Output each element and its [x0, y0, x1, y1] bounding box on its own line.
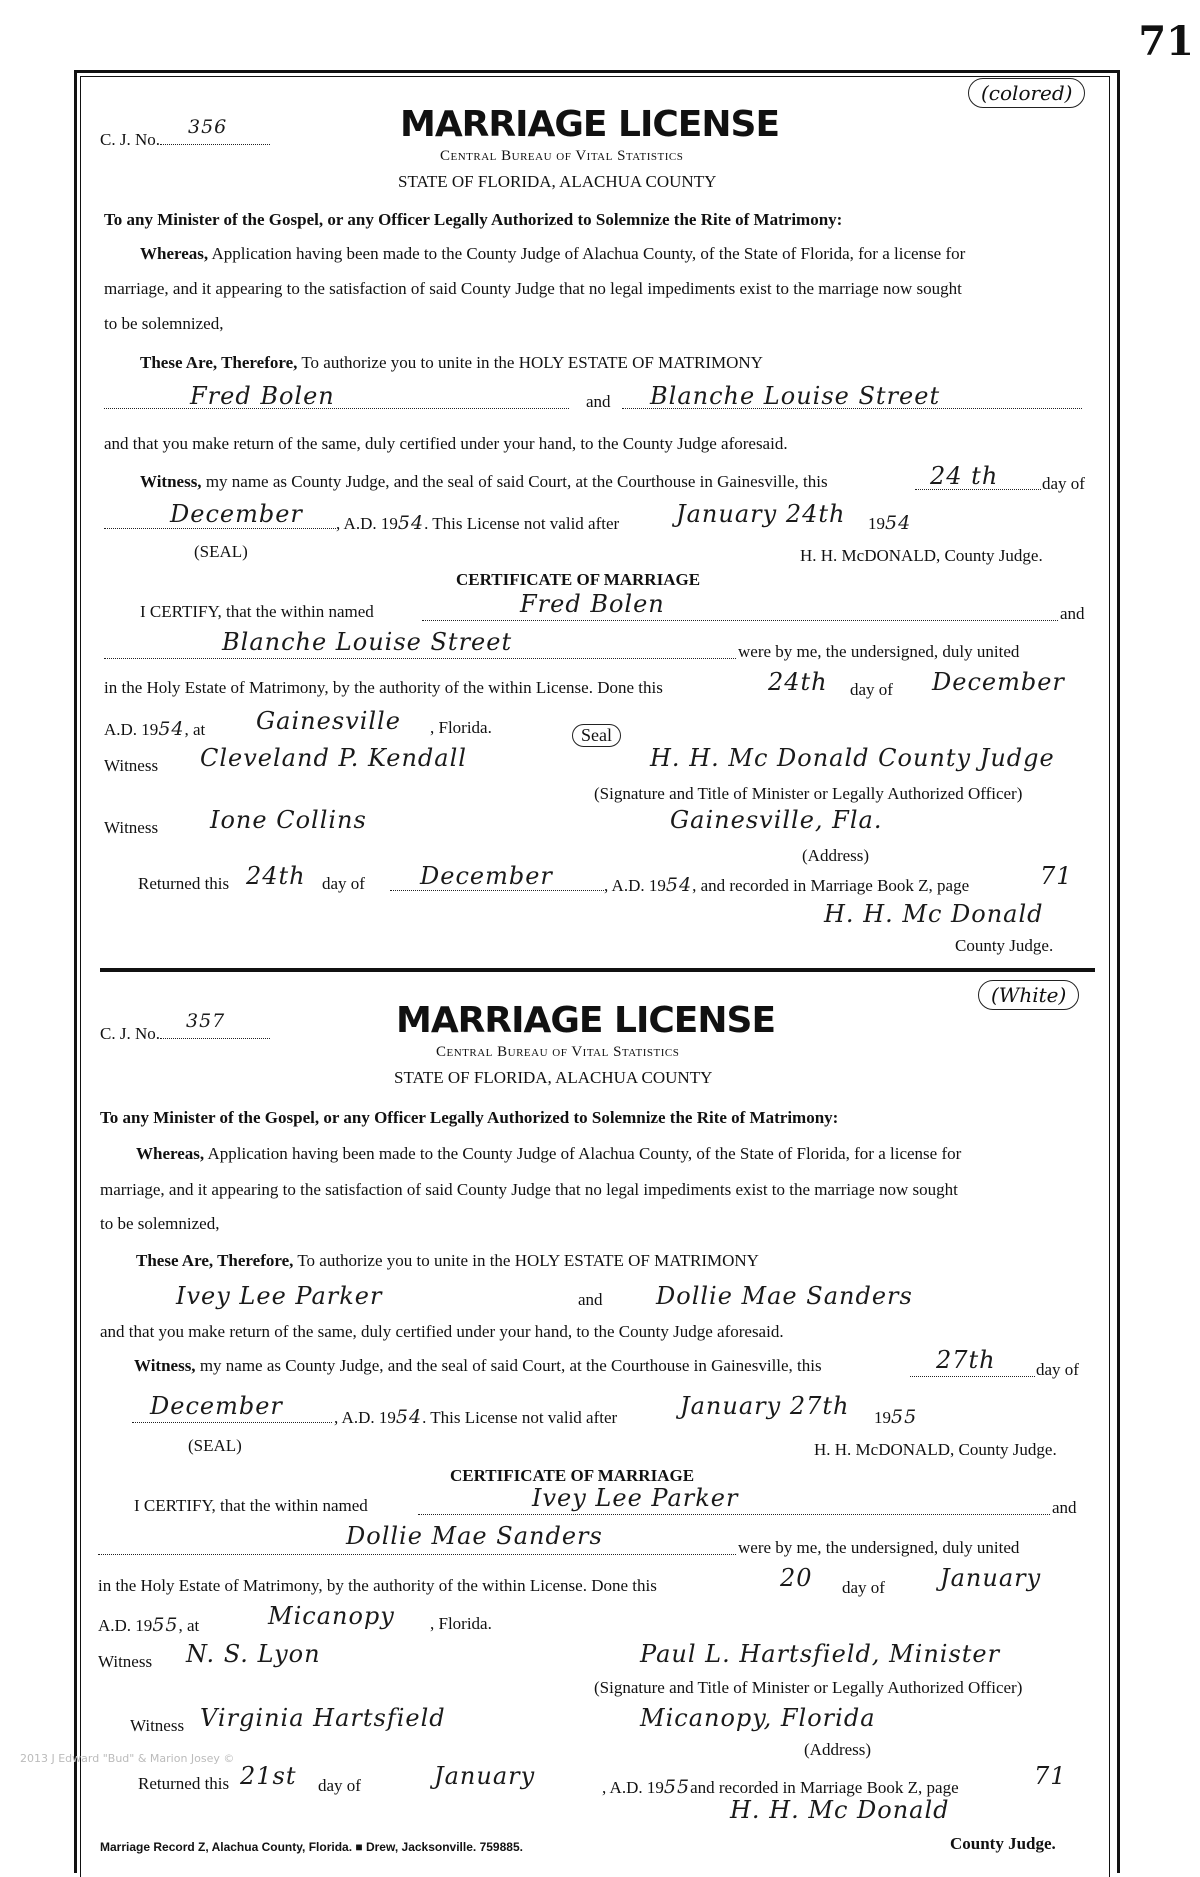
- expiry-date: January 27th: [680, 1392, 850, 1420]
- cert-title: CERTIFICATE OF MARRIAGE: [456, 570, 701, 589]
- state-line: STATE OF FLORIDA, ALACHUA COUNTY: [394, 1068, 713, 1087]
- witness-lead: Witness,: [134, 1356, 196, 1375]
- cj-number-line: [100, 116, 270, 150]
- race-note: (White): [978, 980, 1079, 1010]
- issue-month: December: [150, 1392, 283, 1420]
- united-label: were by me, the undersigned, duly united: [738, 642, 1020, 661]
- expiry-date: January 24th: [676, 500, 846, 528]
- returned-year: 55: [663, 1776, 691, 1798]
- cj-label: C. J. No.: [100, 1024, 160, 1043]
- done-month: December: [932, 668, 1065, 696]
- return-line: and that you make return of the same, duly certified under your hand, to the County Judge aforesaid.: [100, 1322, 784, 1341]
- officiant-signature: Paul L. Hartsfield, Minister: [640, 1640, 1001, 1668]
- witness-1-label: Witness: [98, 1652, 153, 1671]
- bureau-line: Central Bureau of Vital Statistics: [436, 1044, 680, 1060]
- certify-label: I CERTIFY, that the within named: [134, 1496, 368, 1515]
- ad-label: , A.D. 19: [334, 1408, 396, 1427]
- page-ref: 71: [1034, 1762, 1067, 1790]
- these-text: To authorize you to unite in the HOLY ESTATE OF MATRIMONY: [297, 353, 763, 372]
- cert-title: CERTIFICATE OF MARRIAGE: [450, 1466, 695, 1485]
- page-frame-inner: [80, 76, 1110, 1877]
- day-of-label: day of: [1042, 474, 1085, 493]
- bride-name: Dollie Mae Sanders: [656, 1282, 913, 1310]
- returned-ad-label: , A.D. 19: [602, 1778, 664, 1797]
- issue-year-line: [334, 1406, 617, 1428]
- cert-groom-field: [422, 602, 1058, 621]
- license-title: MARRIAGE LICENSE: [396, 1000, 776, 1041]
- recorded-text: and recorded in Marriage Book Z, page: [690, 1778, 959, 1797]
- recorded-text: , and recorded in Marriage Book Z, page: [692, 876, 970, 895]
- cj-label: C. J. No.: [100, 130, 160, 149]
- signature-caption: (Signature and Title of Minister or Legally Authorized Officer): [594, 1678, 1023, 1697]
- holy-estate-line: in the Holy Estate of Matrimony, by the authority of the within License. Done this: [98, 1576, 657, 1595]
- judge-label: H. H. McDONALD, County Judge.: [814, 1440, 1057, 1459]
- ad-label: , A.D. 19: [336, 514, 398, 533]
- county-judge-label: County Judge.: [955, 936, 1054, 955]
- expiry-year-prefix: 19: [868, 514, 885, 533]
- returned-day: 24th: [246, 862, 306, 890]
- not-valid-label: . This License not valid after: [422, 1408, 618, 1427]
- cert-groom: Fred Bolen: [520, 590, 665, 618]
- done-place: Micanopy: [268, 1602, 395, 1630]
- judge-label: H. H. McDONALD, County Judge.: [800, 546, 1043, 565]
- whereas-lead: Whereas,: [140, 244, 209, 263]
- witness-2-name: Ione Collins: [210, 806, 367, 834]
- return-line: and that you make return of the same, duly certified under your hand, to the County Judge aforesaid.: [104, 434, 788, 453]
- at-label: , at: [184, 720, 206, 739]
- address-line: To any Minister of the Gospel, or any Officer Legally Authorized to Solemnize the Rite of Matrimony:: [104, 210, 843, 229]
- these-lead: These Are, Therefore,: [140, 353, 298, 372]
- cj-number: 356: [187, 116, 228, 138]
- issue-month: December: [170, 500, 303, 528]
- these-text: To authorize you to unite in the HOLY ESTATE OF MATRIMONY: [293, 1251, 759, 1270]
- witness-1-name: N. S. Lyon: [186, 1640, 321, 1668]
- returned-year: 54: [665, 874, 693, 896]
- issue-day: 27th: [936, 1346, 996, 1374]
- whereas-line-1: [140, 244, 965, 264]
- cj-number-field: [160, 1010, 270, 1039]
- whereas-text-1: Application having been made to the County Judge of Alachua County, of the State of Florida, for a license for: [204, 1144, 962, 1163]
- witness-text: my name as County Judge, and the seal of said Court, at the Courthouse in Gainesville, this: [195, 1356, 822, 1375]
- witness-2-label: Witness: [130, 1716, 185, 1735]
- done-day-of-label: day of: [850, 680, 893, 699]
- returned-ad-label: , A.D. 19: [604, 876, 666, 895]
- done-ad-label: A.D. 19: [98, 1616, 153, 1635]
- license-title: MARRIAGE LICENSE: [400, 104, 780, 145]
- witness-2-name: Virginia Hartsfield: [200, 1704, 446, 1732]
- florida-label: , Florida.: [430, 1614, 492, 1633]
- bureau-line: Central Bureau of Vital Statistics: [440, 148, 684, 164]
- seal-label: (SEAL): [194, 542, 248, 561]
- and-label: and: [578, 1290, 603, 1309]
- issue-year: 54: [397, 512, 425, 534]
- address-value: Micanopy, Florida: [640, 1704, 876, 1732]
- whereas-line-2: marriage, and it appearing to the satisfaction of said County Judge that no legal impediments exist to the marriage now sought: [100, 1180, 958, 1199]
- returned-day-of-label: day of: [322, 874, 365, 893]
- expiry-year-prefix: 19: [874, 1408, 891, 1427]
- issue-year: 54: [395, 1406, 423, 1428]
- done-ad-label: A.D. 19: [104, 720, 159, 739]
- done-day: 24th: [768, 668, 828, 696]
- state-line: STATE OF FLORIDA, ALACHUA COUNTY: [398, 172, 717, 191]
- cert-and-label: and: [1060, 604, 1085, 623]
- whereas-text-1: Application having been made to the County Judge of Alachua County, of the State of Florida, for a license for: [208, 244, 966, 263]
- cert-and-label: and: [1052, 1498, 1077, 1517]
- judge-signature: H. H. Mc Donald: [730, 1796, 950, 1824]
- cert-bride: Dollie Mae Sanders: [346, 1522, 603, 1550]
- certify-label: I CERTIFY, that the within named: [140, 602, 374, 621]
- returned-day-of-label: day of: [318, 1776, 361, 1795]
- witness-judge-line: [134, 1356, 822, 1376]
- race-note: (colored): [968, 78, 1085, 108]
- at-label: , at: [178, 1616, 200, 1635]
- whereas-lead: Whereas,: [136, 1144, 205, 1163]
- address-value: Gainesville, Fla.: [670, 806, 883, 834]
- returned-year-line: [604, 874, 969, 896]
- cj-number-line: [100, 1010, 270, 1044]
- seal-stamp: Seal: [572, 724, 621, 747]
- expiry-year: 55: [891, 1406, 918, 1428]
- witness-text: my name as County Judge, and the seal of said Court, at the Courthouse in Gainesville, this: [201, 472, 828, 491]
- issue-day: 24 th: [930, 462, 999, 490]
- done-year: 54: [158, 718, 185, 740]
- done-day-of-label: day of: [842, 1578, 885, 1597]
- done-year: 55: [152, 1614, 179, 1636]
- witness-judge-line: [140, 472, 828, 492]
- issue-year-line: [336, 512, 619, 534]
- whereas-line-2: marriage, and it appearing to the satisfaction of said County Judge that no legal impediments exist to the marriage now sought: [104, 279, 962, 298]
- and-label: and: [586, 392, 611, 411]
- returned-month: December: [420, 862, 553, 890]
- address-caption: (Address): [802, 846, 870, 865]
- these-are-line: [136, 1251, 759, 1271]
- seal-label: (SEAL): [188, 1436, 242, 1455]
- these-are-line: [140, 353, 763, 373]
- signature-caption: (Signature and Title of Minister or Legally Authorized Officer): [594, 784, 1023, 803]
- day-of-label: day of: [1036, 1360, 1079, 1379]
- officiant-signature: H. H. Mc Donald County Judge: [650, 744, 1055, 772]
- expiry-year: 54: [885, 512, 912, 534]
- cert-bride: Blanche Louise Street: [222, 628, 513, 656]
- cj-number-field: [160, 116, 270, 145]
- copyright-watermark: 2013 J Edward "Bud" & Marion Josey ©: [20, 1752, 235, 1765]
- returned-label: Returned this: [138, 874, 230, 893]
- bride-name: Blanche Louise Street: [650, 382, 941, 410]
- done-day: 20: [780, 1564, 813, 1592]
- done-year-line: [104, 718, 205, 740]
- groom-field: [104, 390, 569, 409]
- county-judge-label: County Judge.: [950, 1834, 1056, 1853]
- groom-name: Ivey Lee Parker: [176, 1282, 383, 1310]
- witness-lead: Witness,: [140, 472, 202, 491]
- address-caption: (Address): [804, 1740, 872, 1759]
- not-valid-label: . This License not valid after: [424, 514, 620, 533]
- expiry-year-line: [874, 1406, 917, 1428]
- witness-1-name: Cleveland P. Kendall: [200, 744, 467, 772]
- returned-month: January: [434, 1762, 536, 1790]
- returned-year-line: [602, 1776, 959, 1798]
- page-ref: 71: [1040, 862, 1073, 890]
- done-month: January: [940, 1564, 1042, 1592]
- united-label: were by me, the undersigned, duly united: [738, 1538, 1020, 1557]
- witness-2-label: Witness: [104, 818, 159, 837]
- returned-day: 21st: [240, 1762, 297, 1790]
- witness-1-label: Witness: [104, 756, 159, 775]
- whereas-line-3: to be solemnized,: [100, 1214, 220, 1233]
- judge-signature: H. H. Mc Donald: [824, 900, 1044, 928]
- whereas-line-3: to be solemnized,: [104, 314, 224, 333]
- holy-estate-line: in the Holy Estate of Matrimony, by the authority of the within License. Done this: [104, 678, 663, 697]
- expiry-year-line: [868, 512, 911, 534]
- returned-label: Returned this: [138, 1774, 230, 1793]
- whereas-line-1: [136, 1144, 961, 1164]
- groom-name: Fred Bolen: [190, 382, 335, 410]
- page-number: 71: [1138, 18, 1194, 65]
- cj-number: 357: [185, 1010, 226, 1032]
- cert-groom: Ivey Lee Parker: [532, 1484, 739, 1512]
- address-line: To any Minister of the Gospel, or any Officer Legally Authorized to Solemnize the Rite of Matrimony:: [100, 1108, 839, 1127]
- florida-label: , Florida.: [430, 718, 492, 737]
- done-year-line: [98, 1614, 199, 1636]
- these-lead: These Are, Therefore,: [136, 1251, 294, 1270]
- done-place: Gainesville: [256, 707, 401, 735]
- footer-text: Marriage Record Z, Alachua County, Florida. ■ Drew, Jacksonville. 759885.: [100, 1840, 523, 1854]
- license-divider: [100, 968, 1095, 972]
